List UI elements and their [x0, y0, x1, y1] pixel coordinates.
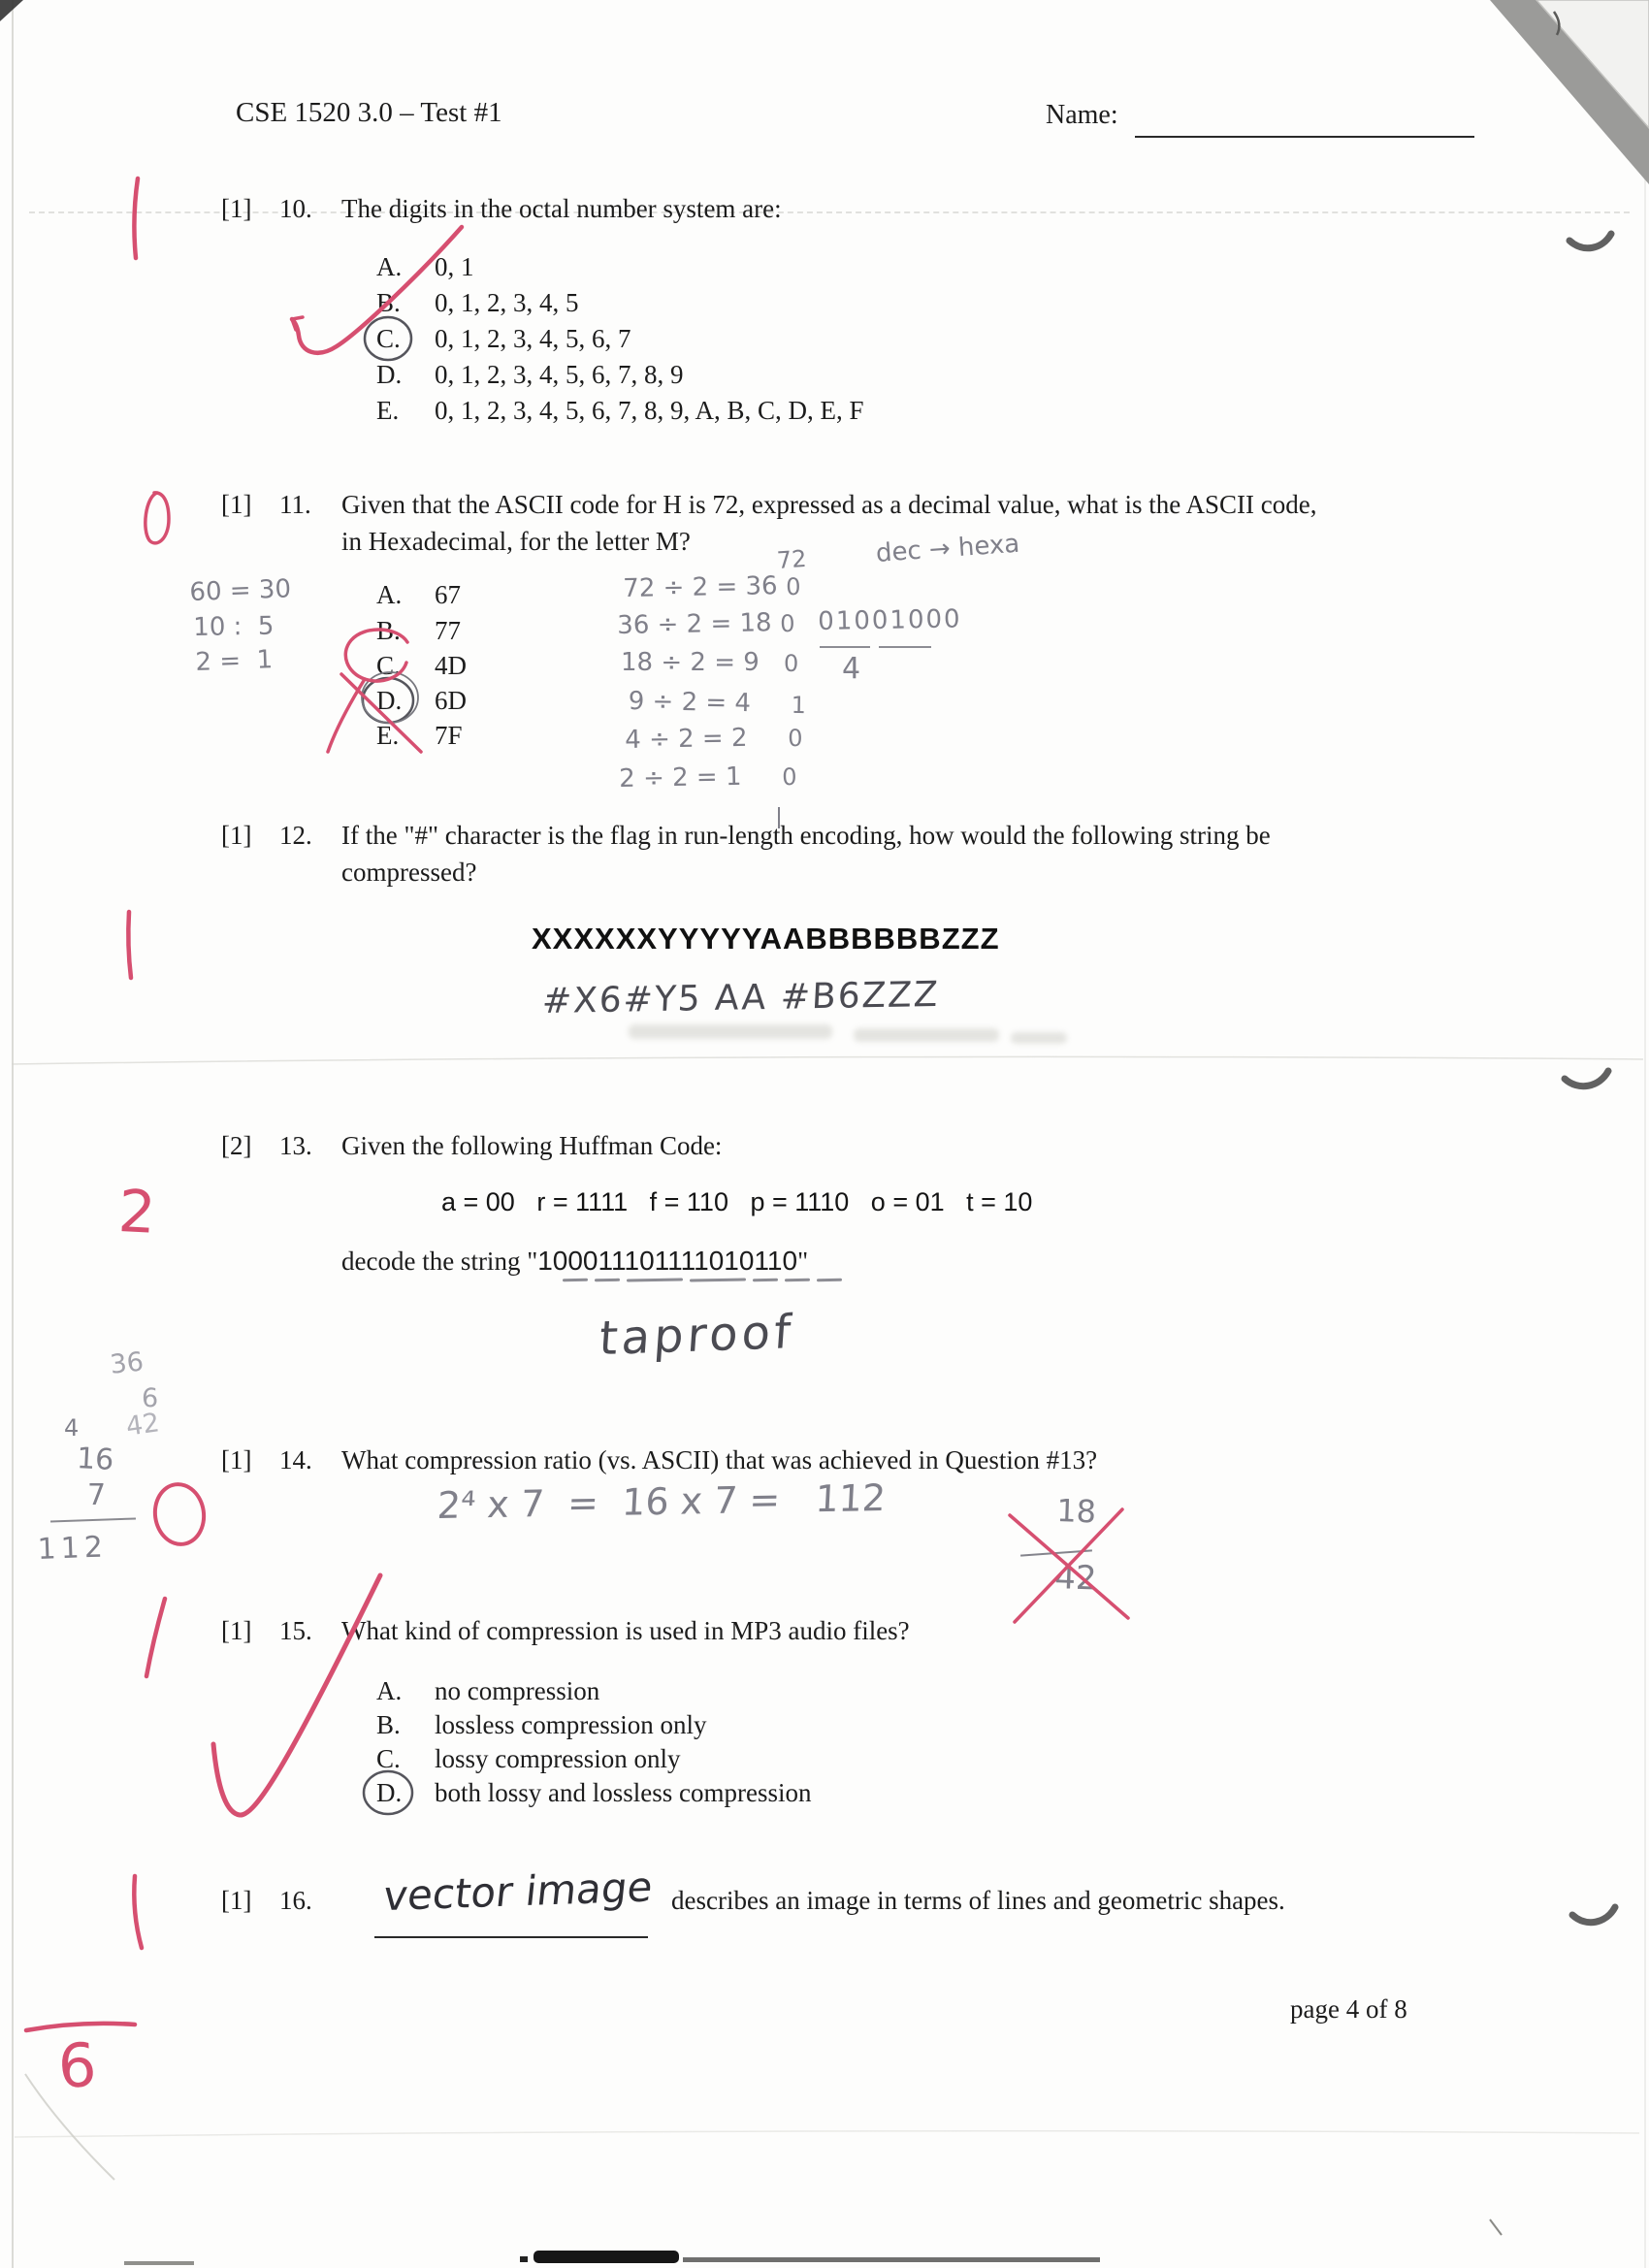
q12-text-line1: If the "#" character is the flag in run-length encoding, how would the following string be [341, 821, 1271, 850]
q10-number: 10. [279, 194, 312, 223]
q15-option-b: B. lossless compression only [376, 1710, 707, 1739]
q13-text: Given the following Huffman Code: [341, 1131, 723, 1160]
page-curl-fold [1536, 0, 1649, 128]
q10-option-d: D. 0, 1, 2, 3, 4, 5, 6, 7, 8, 9 [376, 360, 684, 389]
q14-handwritten-work: 2⁴ x 7 = 16 x 7 = 112 [436, 1475, 888, 1528]
name-label: Name: [1046, 100, 1118, 130]
q14-marks: [1] [221, 1445, 252, 1474]
q11-margin-work-1: 60 = 30 [189, 574, 292, 607]
grader-check-q15 [213, 1575, 380, 1815]
q11-work-row: 72 ÷ 2 = 36 0 [623, 571, 801, 603]
show-through-ghost-text [629, 1024, 832, 1039]
scan-smudge [520, 2256, 528, 2262]
show-through-ghost-text [854, 1028, 999, 1042]
grader-x-q11 [328, 679, 365, 752]
hole-punch-crescent [1565, 1071, 1608, 1086]
q13-number: 13. [279, 1131, 312, 1160]
q14-crossed-numerator: 18 [1055, 1492, 1097, 1531]
curl-mark [1554, 12, 1559, 35]
margin-pencil-112: 112 [37, 1530, 109, 1567]
show-through-ghost-text [1011, 1032, 1067, 1044]
q11-work-row: 9 ÷ 2 = 4 1 [628, 687, 807, 720]
paper-crease [12, 1056, 1643, 1064]
grader-zero-oval [149, 1479, 210, 1550]
q11-work-header: 72 [776, 544, 808, 574]
margin-pencil-16: 16 [76, 1442, 115, 1477]
q11-option-e: E. 7F [376, 721, 463, 750]
q11-binary-result: 01001000 [818, 604, 962, 636]
q10-option-a: A. 0, 1 [376, 252, 474, 281]
q14-text: What compression ratio (vs. ASCII) that was achieved in Question #13? [341, 1445, 1098, 1474]
q15-marks: [1] [221, 1616, 252, 1645]
q12-string: XXXXXXYYYYYAABBBBBBZZZ [532, 922, 1000, 956]
margin-pencil-6: 6 [142, 1383, 159, 1413]
scan-edge-line [12, 0, 14, 2268]
q11-margin-work-2: 10 : 5 [193, 611, 275, 642]
grader-tick-q10 [134, 178, 138, 258]
q11-work-note: dec → hexa [875, 529, 1021, 568]
corner-mark [0, 0, 23, 21]
grader-tick-q12 [128, 912, 131, 978]
pencil-grouping-dashes [563, 1279, 842, 1281]
q15-option-d: D. both lossy and lossless compression [376, 1778, 812, 1807]
q11-option-a: A. 67 [376, 580, 461, 609]
q16-number: 16. [279, 1886, 312, 1915]
q11-text-line1: Given that the ASCII code for H is 72, expressed as a decimal value, what is the ASCII code, [341, 490, 1317, 519]
q10-option-c: C. 0, 1, 2, 3, 4, 5, 6, 7 [376, 324, 631, 353]
margin-pencil-36: 36 [109, 1346, 146, 1380]
pencil-fraction-line [50, 1517, 136, 1522]
q16-handwritten-answer: vector image [380, 1863, 656, 1921]
page-curl-shadow [1490, 0, 1649, 184]
pencil-underline [820, 646, 870, 648]
page-number: page 4 of 8 [1290, 1994, 1407, 2024]
q10-text: The digits in the octal number system are: [341, 194, 782, 223]
q16-marks: [1] [221, 1886, 252, 1915]
q15-option-a: A. no compression [376, 1676, 600, 1705]
q11-hex-digit: 4 [842, 652, 861, 686]
q12-handwritten-answer: #X6#Y5 AA #B6ZZZ [540, 974, 941, 1022]
grader-total-score: 6 [56, 2028, 99, 2102]
paper-crease [15, 2131, 1639, 2137]
hole-punch-crescent [1572, 1907, 1615, 1923]
q11-option-d: D. 6D [376, 686, 467, 715]
q15-text: What kind of compression is used in MP3 audio files? [341, 1616, 910, 1645]
q12-number: 12. [279, 821, 312, 850]
hole-punch-crescent [1569, 234, 1611, 248]
q11-option-c: C. 4D [376, 651, 467, 680]
q13-binary-string: 100011101111010110 [537, 1246, 798, 1276]
q11-work-row: 2 ÷ 2 = 1 0 [619, 761, 797, 794]
q11-work-row: 36 ÷ 2 = 18 0 [617, 608, 795, 640]
pencil-fraction-line [1020, 1549, 1092, 1556]
q14-crossed-denominator: 42 [1053, 1558, 1098, 1599]
q11-margin-work-3: 2 = 1 [195, 645, 274, 677]
q13-decode-line: decode the string "100011101111010110" [341, 1246, 809, 1276]
q12-marks: [1] [221, 821, 252, 850]
q11-text-line2: in Hexadecimal, for the letter M? [341, 527, 691, 556]
q11-number: 11. [279, 490, 311, 519]
q16-text: describes an image in terms of lines and geometric shapes. [671, 1886, 1285, 1915]
q13-handwritten-answer: taproof [598, 1304, 796, 1367]
grader-score-q13: 2 [116, 1178, 158, 1247]
scan-smudge [534, 2251, 679, 2263]
q11-work-row: 18 ÷ 2 = 9 0 [621, 648, 799, 677]
name-blank-line [1135, 136, 1474, 138]
q10-option-b: B. 0, 1, 2, 3, 4, 5 [376, 288, 579, 317]
q10-marks: [1] [221, 194, 252, 223]
q12-text-line2: compressed? [341, 858, 477, 887]
q11-work-row: 4 ÷ 2 = 2 0 [625, 723, 803, 755]
grader-mark-q11-margin [146, 493, 169, 543]
margin-pencil-7: 7 [87, 1478, 107, 1512]
scan-smudge [124, 2261, 194, 2265]
scan-artifact-line [29, 211, 1630, 213]
pencil-underline [879, 646, 931, 648]
q11-marks: [1] [221, 490, 252, 519]
scan-edge-line [1644, 146, 1646, 2268]
scan-smudge [1490, 2219, 1502, 2235]
q13-marks: [2] [221, 1131, 252, 1160]
grader-check-q10-arrow [292, 317, 303, 330]
margin-pencil-4: 4 [64, 1414, 80, 1442]
margin-pencil-42: 42 [124, 1408, 162, 1442]
q15-option-c: C. lossy compression only [376, 1744, 681, 1773]
q10-option-e: E. 0, 1, 2, 3, 4, 5, 6, 7, 8, 9, A, B, C, D, E, F [376, 396, 864, 425]
q14-number: 14. [279, 1445, 312, 1474]
q11-option-b: B. 77 [376, 616, 461, 645]
q13-huffman-code: a = 00 r = 1111 f = 110 p = 1110 o = 01 t = 10 [441, 1187, 1033, 1216]
grader-tick-q15 [146, 1599, 165, 1676]
page-title: CSE 1520 3.0 – Test #1 [236, 97, 502, 128]
scan-smudge [683, 2257, 1100, 2262]
grader-tick-q16 [134, 1876, 142, 1948]
q16-blank-line [374, 1936, 648, 1938]
q15-number: 15. [279, 1616, 312, 1645]
